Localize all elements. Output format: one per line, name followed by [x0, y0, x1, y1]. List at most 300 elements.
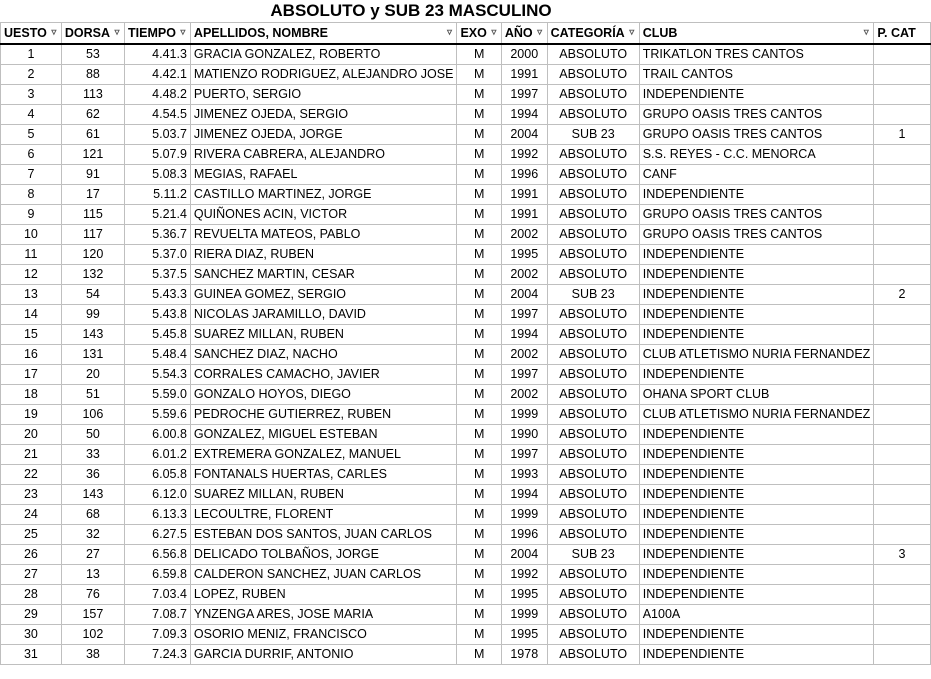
cell-categoria[interactable]: ABSOLUTO [547, 485, 639, 505]
cell-ano[interactable]: 1999 [501, 405, 547, 425]
cell-club[interactable]: INDEPENDIENTE [639, 425, 874, 445]
cell-tiempo[interactable]: 4.48.2 [125, 85, 191, 105]
cell-tiempo[interactable]: 5.43.3 [125, 285, 191, 305]
cell-nombre[interactable]: DELICADO TOLBAÑOS, JORGE [190, 545, 457, 565]
cell-categoria[interactable]: ABSOLUTO [547, 65, 639, 85]
cell-categoria[interactable]: ABSOLUTO [547, 325, 639, 345]
cell-pcat[interactable] [874, 405, 930, 425]
cell-dorsal[interactable]: 157 [61, 605, 124, 625]
header-categoria[interactable] [547, 23, 639, 45]
cell-dorsal[interactable]: 68 [61, 505, 124, 525]
cell-puesto[interactable]: 18 [1, 385, 62, 405]
cell-tiempo[interactable]: 4.41.3 [125, 44, 191, 65]
cell-tiempo[interactable]: 5.07.9 [125, 145, 191, 165]
cell-dorsal[interactable]: 20 [61, 365, 124, 385]
cell-dorsal[interactable]: 38 [61, 645, 124, 665]
cell-nombre[interactable]: MEGIAS, RAFAEL [190, 165, 457, 185]
cell-nombre[interactable]: SANCHEZ DIAZ, NACHO [190, 345, 457, 365]
cell-nombre[interactable]: JIMENEZ OJEDA, JORGE [190, 125, 457, 145]
cell-puesto[interactable]: 3 [1, 85, 62, 105]
cell-tiempo[interactable]: 5.11.2 [125, 185, 191, 205]
cell-nombre[interactable]: MATIENZO RODRIGUEZ, ALEJANDRO JOSE [190, 65, 457, 85]
cell-sexo[interactable]: M [457, 125, 501, 145]
cell-club[interactable]: INDEPENDIENTE [639, 305, 874, 325]
cell-categoria[interactable]: ABSOLUTO [547, 345, 639, 365]
cell-pcat[interactable] [874, 345, 930, 365]
cell-club[interactable]: INDEPENDIENTE [639, 545, 874, 565]
cell-sexo[interactable]: M [457, 85, 501, 105]
cell-tiempo[interactable]: 7.08.7 [125, 605, 191, 625]
cell-puesto[interactable]: 25 [1, 525, 62, 545]
cell-pcat[interactable]: 2 [874, 285, 930, 305]
cell-categoria[interactable]: ABSOLUTO [547, 645, 639, 665]
cell-club[interactable]: TRIKATLON TRES CANTOS [639, 44, 874, 65]
cell-club[interactable]: GRUPO OASIS TRES CANTOS [639, 105, 874, 125]
cell-club[interactable]: CLUB ATLETISMO NURIA FERNANDEZ [639, 405, 874, 425]
cell-pcat[interactable] [874, 365, 930, 385]
cell-pcat[interactable]: 1 [874, 125, 930, 145]
cell-nombre[interactable]: CASTILLO MARTINEZ, JORGE [190, 185, 457, 205]
cell-nombre[interactable]: REVUELTA MATEOS, PABLO [190, 225, 457, 245]
cell-dorsal[interactable]: 106 [61, 405, 124, 425]
cell-categoria[interactable]: ABSOLUTO [547, 105, 639, 125]
cell-pcat[interactable] [874, 625, 930, 645]
filter-dropdown-icon[interactable]: ▿ [51, 27, 57, 38]
cell-nombre[interactable]: SUAREZ MILLAN, RUBEN [190, 325, 457, 345]
cell-ano[interactable]: 2002 [501, 225, 547, 245]
cell-pcat[interactable] [874, 485, 930, 505]
table-row [1, 525, 931, 545]
cell-pcat[interactable] [874, 185, 930, 205]
cell-dorsal[interactable]: 33 [61, 445, 124, 465]
cell-tiempo[interactable]: 7.24.3 [125, 645, 191, 665]
cell-pcat[interactable] [874, 305, 930, 325]
cell-club[interactable]: GRUPO OASIS TRES CANTOS [639, 225, 874, 245]
header-sexo[interactable] [457, 23, 501, 45]
cell-puesto[interactable]: 12 [1, 265, 62, 285]
cell-sexo[interactable]: M [457, 405, 501, 425]
cell-dorsal[interactable]: 99 [61, 305, 124, 325]
cell-tiempo[interactable]: 5.36.7 [125, 225, 191, 245]
cell-ano[interactable]: 1991 [501, 65, 547, 85]
cell-categoria[interactable]: ABSOLUTO [547, 605, 639, 625]
cell-tiempo[interactable]: 6.12.0 [125, 485, 191, 505]
cell-puesto[interactable]: 9 [1, 205, 62, 225]
cell-dorsal[interactable]: 102 [61, 625, 124, 645]
cell-club[interactable]: CANF [639, 165, 874, 185]
cell-sexo[interactable]: M [457, 465, 501, 485]
cell-sexo[interactable]: M [457, 585, 501, 605]
cell-pcat[interactable] [874, 505, 930, 525]
cell-dorsal[interactable]: 51 [61, 385, 124, 405]
header-pcat[interactable] [874, 23, 930, 45]
cell-categoria[interactable]: ABSOLUTO [547, 365, 639, 385]
cell-puesto[interactable]: 16 [1, 345, 62, 365]
cell-ano[interactable]: 1995 [501, 625, 547, 645]
cell-sexo[interactable]: M [457, 205, 501, 225]
cell-tiempo[interactable]: 6.01.2 [125, 445, 191, 465]
cell-club[interactable]: GRUPO OASIS TRES CANTOS [639, 205, 874, 225]
cell-club[interactable]: INDEPENDIENTE [639, 645, 874, 665]
cell-puesto[interactable]: 27 [1, 565, 62, 585]
cell-sexo[interactable]: M [457, 105, 501, 125]
cell-pcat[interactable] [874, 265, 930, 285]
cell-nombre[interactable]: FONTANALS HUERTAS, CARLES [190, 465, 457, 485]
cell-categoria[interactable]: ABSOLUTO [547, 505, 639, 525]
cell-nombre[interactable]: OSORIO MENIZ, FRANCISCO [190, 625, 457, 645]
cell-categoria[interactable]: ABSOLUTO [547, 405, 639, 425]
cell-pcat[interactable] [874, 385, 930, 405]
cell-puesto[interactable]: 10 [1, 225, 62, 245]
cell-ano[interactable]: 2002 [501, 345, 547, 365]
cell-club[interactable]: INDEPENDIENTE [639, 565, 874, 585]
cell-sexo[interactable]: M [457, 545, 501, 565]
cell-ano[interactable]: 2004 [501, 545, 547, 565]
cell-ano[interactable]: 1999 [501, 605, 547, 625]
cell-nombre[interactable]: SANCHEZ MARTIN, CESAR [190, 265, 457, 285]
cell-pcat[interactable] [874, 525, 930, 545]
cell-categoria[interactable]: ABSOLUTO [547, 585, 639, 605]
header-ano[interactable] [501, 23, 547, 45]
cell-tiempo[interactable]: 5.48.4 [125, 345, 191, 365]
cell-puesto[interactable]: 14 [1, 305, 62, 325]
cell-pcat[interactable] [874, 225, 930, 245]
cell-nombre[interactable]: GONZALO HOYOS, DIEGO [190, 385, 457, 405]
cell-ano[interactable]: 1994 [501, 485, 547, 505]
cell-ano[interactable]: 2002 [501, 385, 547, 405]
cell-sexo[interactable]: M [457, 325, 501, 345]
cell-sexo[interactable]: M [457, 285, 501, 305]
cell-ano[interactable]: 1995 [501, 585, 547, 605]
cell-tiempo[interactable]: 5.54.3 [125, 365, 191, 385]
cell-club[interactable]: INDEPENDIENTE [639, 85, 874, 105]
cell-categoria[interactable]: ABSOLUTO [547, 85, 639, 105]
cell-sexo[interactable]: M [457, 185, 501, 205]
cell-club[interactable]: INDEPENDIENTE [639, 185, 874, 205]
cell-ano[interactable]: 1991 [501, 205, 547, 225]
cell-pcat[interactable] [874, 325, 930, 345]
cell-categoria[interactable]: ABSOLUTO [547, 305, 639, 325]
cell-dorsal[interactable]: 121 [61, 145, 124, 165]
cell-club[interactable]: INDEPENDIENTE [639, 365, 874, 385]
cell-nombre[interactable]: RIVERA CABRERA, ALEJANDRO [190, 145, 457, 165]
cell-categoria[interactable]: ABSOLUTO [547, 465, 639, 485]
cell-club[interactable]: TRAIL CANTOS [639, 65, 874, 85]
cell-tiempo[interactable]: 5.37.5 [125, 265, 191, 285]
cell-sexo[interactable]: M [457, 385, 501, 405]
cell-puesto[interactable]: 7 [1, 165, 62, 185]
cell-puesto[interactable]: 31 [1, 645, 62, 665]
cell-club[interactable]: INDEPENDIENTE [639, 285, 874, 305]
cell-club[interactable]: INDEPENDIENTE [639, 585, 874, 605]
cell-puesto[interactable]: 13 [1, 285, 62, 305]
cell-puesto[interactable]: 20 [1, 425, 62, 445]
cell-categoria[interactable]: ABSOLUTO [547, 145, 639, 165]
cell-dorsal[interactable]: 62 [61, 105, 124, 125]
cell-categoria[interactable]: ABSOLUTO [547, 565, 639, 585]
cell-ano[interactable]: 1991 [501, 185, 547, 205]
cell-sexo[interactable]: M [457, 345, 501, 365]
cell-pcat[interactable] [874, 465, 930, 485]
cell-club[interactable]: INDEPENDIENTE [639, 485, 874, 505]
cell-dorsal[interactable]: 143 [61, 485, 124, 505]
cell-puesto[interactable]: 2 [1, 65, 62, 85]
cell-ano[interactable]: 1993 [501, 465, 547, 485]
cell-ano[interactable]: 2000 [501, 44, 547, 65]
cell-nombre[interactable]: PEDROCHE GUTIERREZ, RUBEN [190, 405, 457, 425]
cell-categoria[interactable]: ABSOLUTO [547, 265, 639, 285]
cell-sexo[interactable]: M [457, 485, 501, 505]
cell-dorsal[interactable]: 115 [61, 205, 124, 225]
filter-dropdown-icon[interactable]: ▿ [446, 27, 452, 38]
filter-dropdown-icon[interactable]: ▿ [180, 27, 186, 38]
cell-ano[interactable]: 2002 [501, 265, 547, 285]
cell-tiempo[interactable]: 4.54.5 [125, 105, 191, 125]
cell-dorsal[interactable]: 32 [61, 525, 124, 545]
cell-sexo[interactable]: M [457, 445, 501, 465]
header-club[interactable] [639, 23, 874, 45]
cell-categoria[interactable]: ABSOLUTO [547, 225, 639, 245]
cell-ano[interactable]: 1990 [501, 425, 547, 445]
cell-nombre[interactable]: EXTREMERA GONZALEZ, MANUEL [190, 445, 457, 465]
cell-pcat[interactable] [874, 105, 930, 125]
cell-pcat[interactable] [874, 145, 930, 165]
cell-categoria[interactable]: ABSOLUTO [547, 445, 639, 465]
cell-dorsal[interactable]: 91 [61, 165, 124, 185]
filter-dropdown-icon[interactable]: ▿ [114, 27, 120, 38]
header-tiempo[interactable] [125, 23, 191, 45]
filter-dropdown-icon[interactable]: ▿ [863, 27, 869, 38]
cell-nombre[interactable]: QUIÑONES ACIN, VICTOR [190, 205, 457, 225]
cell-pcat[interactable] [874, 44, 930, 65]
cell-pcat[interactable] [874, 445, 930, 465]
cell-ano[interactable]: 1994 [501, 325, 547, 345]
cell-ano[interactable]: 1978 [501, 645, 547, 665]
cell-categoria[interactable]: ABSOLUTO [547, 625, 639, 645]
cell-categoria[interactable]: ABSOLUTO [547, 425, 639, 445]
cell-tiempo[interactable]: 5.37.0 [125, 245, 191, 265]
cell-ano[interactable]: 1996 [501, 165, 547, 185]
cell-dorsal[interactable]: 132 [61, 265, 124, 285]
cell-dorsal[interactable]: 143 [61, 325, 124, 345]
cell-dorsal[interactable]: 50 [61, 425, 124, 445]
table-row [1, 465, 931, 485]
cell-sexo[interactable]: M [457, 625, 501, 645]
cell-club[interactable]: INDEPENDIENTE [639, 245, 874, 265]
cell-ano[interactable]: 1997 [501, 445, 547, 465]
cell-puesto[interactable]: 4 [1, 105, 62, 125]
cell-nombre[interactable]: GRACIA GONZALEZ, ROBERTO [190, 44, 457, 65]
cell-sexo[interactable]: M [457, 565, 501, 585]
cell-nombre[interactable]: NICOLAS JARAMILLO, DAVID [190, 305, 457, 325]
cell-club[interactable]: INDEPENDIENTE [639, 505, 874, 525]
cell-dorsal[interactable]: 13 [61, 565, 124, 585]
filter-dropdown-icon[interactable]: ▿ [491, 27, 497, 38]
header-label: P. CAT [877, 25, 916, 40]
cell-sexo[interactable]: M [457, 225, 501, 245]
cell-tiempo[interactable]: 5.21.4 [125, 205, 191, 225]
cell-dorsal[interactable]: 27 [61, 545, 124, 565]
cell-pcat[interactable] [874, 245, 930, 265]
cell-nombre[interactable]: JIMENEZ OJEDA, SERGIO [190, 105, 457, 125]
cell-categoria[interactable]: ABSOLUTO [547, 205, 639, 225]
cell-tiempo[interactable]: 5.08.3 [125, 165, 191, 185]
cell-categoria[interactable]: ABSOLUTO [547, 385, 639, 405]
cell-puesto[interactable]: 1 [1, 44, 62, 65]
cell-sexo[interactable]: M [457, 145, 501, 165]
cell-dorsal[interactable]: 113 [61, 85, 124, 105]
cell-pcat[interactable] [874, 65, 930, 85]
cell-sexo[interactable]: M [457, 65, 501, 85]
cell-puesto[interactable]: 23 [1, 485, 62, 505]
cell-puesto[interactable]: 17 [1, 365, 62, 385]
cell-categoria[interactable]: ABSOLUTO [547, 525, 639, 545]
cell-pcat[interactable]: 3 [874, 545, 930, 565]
cell-club[interactable]: INDEPENDIENTE [639, 265, 874, 285]
cell-tiempo[interactable]: 7.09.3 [125, 625, 191, 645]
cell-puesto[interactable]: 15 [1, 325, 62, 345]
cell-tiempo[interactable]: 4.42.1 [125, 65, 191, 85]
cell-tiempo[interactable]: 5.45.8 [125, 325, 191, 345]
cell-puesto[interactable]: 11 [1, 245, 62, 265]
cell-ano[interactable]: 1992 [501, 565, 547, 585]
cell-dorsal[interactable]: 54 [61, 285, 124, 305]
cell-nombre[interactable]: PUERTO, SERGIO [190, 85, 457, 105]
cell-puesto[interactable]: 19 [1, 405, 62, 425]
filter-dropdown-icon[interactable]: ▿ [537, 27, 543, 38]
cell-ano[interactable]: 1997 [501, 85, 547, 105]
cell-ano[interactable]: 1997 [501, 305, 547, 325]
cell-sexo[interactable]: M [457, 525, 501, 545]
header-puesto[interactable] [1, 23, 62, 45]
cell-club[interactable]: CLUB ATLETISMO NURIA FERNANDEZ [639, 345, 874, 365]
cell-dorsal[interactable]: 117 [61, 225, 124, 245]
cell-tiempo[interactable]: 7.03.4 [125, 585, 191, 605]
cell-pcat[interactable] [874, 585, 930, 605]
cell-puesto[interactable]: 29 [1, 605, 62, 625]
cell-ano[interactable]: 2004 [501, 285, 547, 305]
cell-sexo[interactable]: M [457, 44, 501, 65]
cell-categoria[interactable]: ABSOLUTO [547, 44, 639, 65]
cell-dorsal[interactable]: 17 [61, 185, 124, 205]
cell-pcat[interactable] [874, 565, 930, 585]
cell-ano[interactable]: 1992 [501, 145, 547, 165]
cell-puesto[interactable]: 24 [1, 505, 62, 525]
cell-sexo[interactable]: M [457, 265, 501, 285]
cell-puesto[interactable]: 6 [1, 145, 62, 165]
cell-tiempo[interactable]: 6.13.3 [125, 505, 191, 525]
cell-sexo[interactable]: M [457, 365, 501, 385]
cell-tiempo[interactable]: 6.59.8 [125, 565, 191, 585]
cell-sexo[interactable]: M [457, 245, 501, 265]
cell-nombre[interactable]: GUINEA GOMEZ, SERGIO [190, 285, 457, 305]
cell-tiempo[interactable]: 5.59.0 [125, 385, 191, 405]
header-dorsal[interactable] [61, 23, 124, 45]
cell-nombre[interactable]: GARCIA DURRIF, ANTONIO [190, 645, 457, 665]
cell-tiempo[interactable]: 6.56.8 [125, 545, 191, 565]
cell-puesto[interactable]: 21 [1, 445, 62, 465]
cell-puesto[interactable]: 28 [1, 585, 62, 605]
cell-tiempo[interactable]: 5.43.8 [125, 305, 191, 325]
cell-club[interactable]: INDEPENDIENTE [639, 625, 874, 645]
cell-puesto[interactable]: 30 [1, 625, 62, 645]
cell-club[interactable]: A100A [639, 605, 874, 625]
cell-dorsal[interactable]: 53 [61, 44, 124, 65]
header-nombre[interactable] [190, 23, 457, 45]
cell-puesto[interactable]: 5 [1, 125, 62, 145]
cell-dorsal[interactable]: 36 [61, 465, 124, 485]
cell-sexo[interactable]: M [457, 305, 501, 325]
cell-puesto[interactable]: 26 [1, 545, 62, 565]
cell-nombre[interactable]: LECOULTRE, FLORENT [190, 505, 457, 525]
cell-ano[interactable]: 1997 [501, 365, 547, 385]
cell-pcat[interactable] [874, 645, 930, 665]
cell-ano[interactable]: 1995 [501, 245, 547, 265]
cell-tiempo[interactable]: 6.05.8 [125, 465, 191, 485]
cell-nombre[interactable]: ESTEBAN DOS SANTOS, JUAN CARLOS [190, 525, 457, 545]
cell-club[interactable]: INDEPENDIENTE [639, 325, 874, 345]
cell-nombre[interactable]: RIERA DIAZ, RUBEN [190, 245, 457, 265]
cell-nombre[interactable]: YNZENGA ARES, JOSE MARIA [190, 605, 457, 625]
cell-sexo[interactable]: M [457, 645, 501, 665]
cell-tiempo[interactable]: 6.00.8 [125, 425, 191, 445]
cell-dorsal[interactable]: 61 [61, 125, 124, 145]
header-label: APELLIDOS, NOMBRE [193, 25, 328, 40]
cell-pcat[interactable] [874, 85, 930, 105]
filter-dropdown-icon[interactable]: ▿ [629, 27, 635, 38]
cell-tiempo[interactable]: 5.03.7 [125, 125, 191, 145]
cell-club[interactable]: INDEPENDIENTE [639, 465, 874, 485]
cell-dorsal[interactable]: 88 [61, 65, 124, 85]
cell-nombre[interactable]: LOPEZ, RUBEN [190, 585, 457, 605]
cell-sexo[interactable]: M [457, 605, 501, 625]
cell-categoria[interactable]: ABSOLUTO [547, 245, 639, 265]
cell-ano[interactable]: 2004 [501, 125, 547, 145]
cell-ano[interactable]: 1994 [501, 105, 547, 125]
cell-nombre[interactable]: SUAREZ MILLAN, RUBEN [190, 485, 457, 505]
cell-pcat[interactable] [874, 425, 930, 445]
cell-sexo[interactable]: M [457, 425, 501, 445]
cell-pcat[interactable] [874, 165, 930, 185]
cell-club[interactable]: OHANA SPORT CLUB [639, 385, 874, 405]
cell-categoria[interactable]: SUB 23 [547, 545, 639, 565]
cell-puesto[interactable]: 22 [1, 465, 62, 485]
cell-categoria[interactable]: ABSOLUTO [547, 185, 639, 205]
cell-dorsal[interactable]: 120 [61, 245, 124, 265]
cell-ano[interactable]: 1999 [501, 505, 547, 525]
cell-sexo[interactable]: M [457, 165, 501, 185]
cell-nombre[interactable]: CORRALES CAMACHO, JAVIER [190, 365, 457, 385]
cell-pcat[interactable] [874, 605, 930, 625]
cell-dorsal[interactable]: 131 [61, 345, 124, 365]
cell-puesto[interactable]: 8 [1, 185, 62, 205]
cell-nombre[interactable]: CALDERON SANCHEZ, JUAN CARLOS [190, 565, 457, 585]
cell-nombre[interactable]: GONZALEZ, MIGUEL ESTEBAN [190, 425, 457, 445]
cell-dorsal[interactable]: 76 [61, 585, 124, 605]
cell-ano[interactable]: 1996 [501, 525, 547, 545]
cell-pcat[interactable] [874, 205, 930, 225]
cell-club[interactable]: INDEPENDIENTE [639, 445, 874, 465]
cell-categoria[interactable]: ABSOLUTO [547, 165, 639, 185]
cell-tiempo[interactable]: 5.59.6 [125, 405, 191, 425]
cell-club[interactable]: INDEPENDIENTE [639, 525, 874, 545]
cell-sexo[interactable]: M [457, 505, 501, 525]
cell-categoria[interactable]: SUB 23 [547, 285, 639, 305]
cell-club[interactable]: S.S. REYES - C.C. MENORCA [639, 145, 874, 165]
cell-club[interactable]: GRUPO OASIS TRES CANTOS [639, 125, 874, 145]
cell-tiempo[interactable]: 6.27.5 [125, 525, 191, 545]
cell-categoria[interactable]: SUB 23 [547, 125, 639, 145]
